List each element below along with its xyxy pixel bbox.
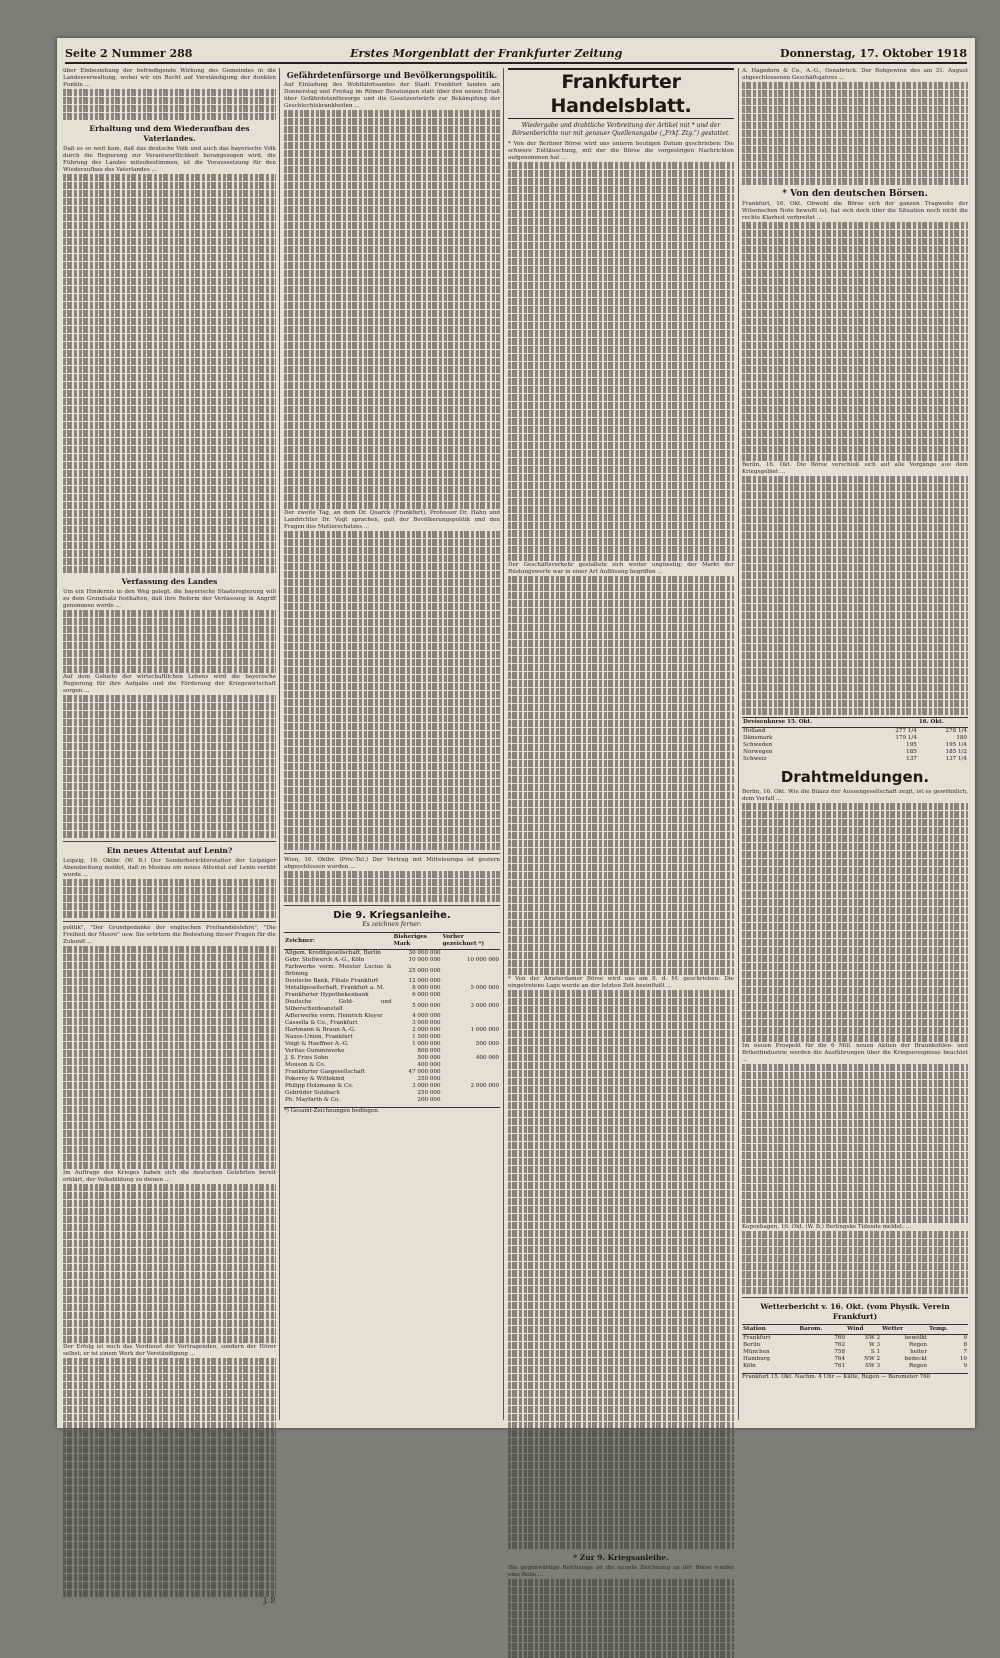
table-cell: 8 xyxy=(963,1342,967,1348)
table-cell xyxy=(442,1069,500,1076)
article-paragraph: Berlin, 16. Okt. Wie die Bilanz der Aussengesellschaft zeigt, ist es gewöhnlich, dem Verfall ... xyxy=(742,789,968,802)
article-paragraph: Wien, 16. Oktbr. (Priv.-Tel.) Der Vertrag mit Mitteleuropa ist gestern abgeschlossen worden ... xyxy=(284,857,500,870)
table-cell: 400 000 xyxy=(475,1055,499,1061)
weather-table xyxy=(742,1324,968,1370)
column-1 xyxy=(63,68,276,1605)
article-heading: Gefährdetenfürsorge und Bevölkerungspolitik. xyxy=(286,70,498,80)
table-cell: 1 000 000 xyxy=(412,1041,441,1047)
table-cell: 2 000 000 xyxy=(470,1083,499,1089)
table-row xyxy=(742,1363,968,1370)
table-cell: 137 1/4 xyxy=(945,756,967,762)
text-block xyxy=(508,1579,734,1658)
table-cell: Adlerwerke vorm. Heinrich Kleyer xyxy=(285,1013,383,1019)
table-cell: Hartmann & Braun A.-G. xyxy=(285,1027,356,1033)
table-row xyxy=(284,1090,500,1097)
table-cell: 758 xyxy=(834,1349,846,1355)
exchange-rate-table xyxy=(742,717,968,763)
table-cell: Frankfurt xyxy=(743,1335,771,1341)
article-paragraph: Frankfurt, 16. Okt. Obwohl die Börse sich der ganzen Tragweite der Wilsonschen Note bewußt ist, hat sich doch über die Situation noch nicht die rechte Klarheit verbreitet ... xyxy=(742,201,968,221)
text-block xyxy=(742,222,968,461)
table-row xyxy=(284,992,500,999)
text-block xyxy=(284,531,500,850)
table-cell xyxy=(442,1076,500,1083)
table-cell: 6 000 000 xyxy=(412,992,441,998)
table-row xyxy=(742,756,968,763)
table-header: Bisheriges Mark xyxy=(393,933,442,950)
table-cell xyxy=(442,1034,500,1041)
section-subtitle: Wiedergabe und drahtliche Verbreitung der Artikel mit * und der Börsenberichte nur mit genauer Quellenangabe („Frkf. Ztg.") gestattet. xyxy=(511,122,731,137)
table-cell xyxy=(442,978,500,985)
table-cell: Berlin xyxy=(743,1342,761,1348)
table-cell xyxy=(442,950,500,958)
table-cell: 5 000 000 xyxy=(412,1002,441,1009)
table-cell: bedeckt xyxy=(904,1356,928,1362)
table-cell: 9 xyxy=(963,1363,967,1369)
table-row xyxy=(284,1020,500,1027)
table-header: 16. Okt. xyxy=(918,718,968,728)
masthead xyxy=(65,44,967,64)
table-cell: Naxos-Union, Frankfurt xyxy=(285,1034,353,1040)
article-heading: * Zur 9. Kriegsanleihe. xyxy=(573,1553,669,1562)
text-block xyxy=(742,82,968,185)
article-paragraph: Auf Einladung des Wohlfahrtsamtes der Stadt Frankfurt fanden am Donnerstag und Freitag im Römer Beratungen statt über den neuen Erlaß über Gefährdetenfürsorge und die Gesetzentwürfe zur Bekämpfung der Geschlechtskrankheiten ... xyxy=(284,82,500,109)
table-cell: 4 000 000 xyxy=(412,1013,441,1019)
table-cell: 25 000 000 xyxy=(408,967,441,974)
text-block xyxy=(742,476,968,715)
table-cell xyxy=(442,1048,500,1055)
table-row xyxy=(284,1055,500,1062)
table-cell: 1 500 000 xyxy=(412,1034,441,1040)
text-block xyxy=(508,162,734,561)
table-cell: Mouson & Co. xyxy=(285,1062,326,1068)
table-cell: Gebr. Stollwerck A.-G., Köln xyxy=(285,957,365,963)
table-cell: 195 1/4 xyxy=(945,742,967,748)
table-header: Vorher gezeichnet *) xyxy=(442,933,500,950)
column-rule xyxy=(738,68,739,1420)
author-signature: J. P. xyxy=(263,1597,276,1605)
table-cell: bewölkt xyxy=(904,1335,928,1341)
newspaper-page xyxy=(57,38,975,1605)
article-heading: Erhaltung und dem Wiederaufbau des Vaterlandes. xyxy=(89,124,250,143)
table-cell: Dänemark xyxy=(743,735,773,741)
table-row xyxy=(284,957,500,964)
table-cell: 195 xyxy=(906,742,917,748)
table-row xyxy=(742,735,968,742)
article-paragraph: Daß es so weit kam, daß das deutsche Volk und auch das bayerische Volk durch die Regierung zur Verantwortlichkeit herangezogen wird, die Führung des Landes mitzubestimmen, ist die Voraussetzung für den Wiederaufbau des Vaterlandes ... xyxy=(63,146,276,173)
table-cell xyxy=(442,1020,500,1027)
table-cell: 2 000 000 xyxy=(412,1027,441,1033)
table-cell: 10 xyxy=(959,1356,967,1362)
table-cell: Regen xyxy=(909,1342,928,1348)
table-cell: Deutsche Gold- und Silberscheideanstalt xyxy=(285,999,392,1012)
issue-date: Donnerstag, 17. Oktober 1918 xyxy=(780,46,967,60)
page-number: Seite 2 Nummer 288 xyxy=(65,46,193,60)
table-cell: 9 xyxy=(963,1335,967,1341)
table-cell: Cassella & Co., Frankfurt xyxy=(285,1020,358,1026)
table-row xyxy=(742,1349,968,1356)
table-cell: 185 1/2 xyxy=(945,749,967,755)
table-cell: 3 000 000 xyxy=(470,1002,499,1009)
table-row xyxy=(284,1076,500,1083)
article-paragraph: * Von der Amsterdamer Börse wird uns am 8. d. M. geschrieben: Die eingetretene Lage wurde an der letzten Zeit beeinflußt ... xyxy=(508,976,734,989)
table-cell xyxy=(442,1062,500,1069)
table-row xyxy=(284,978,500,985)
article-heading: Verfassung des Landes xyxy=(121,577,218,586)
table-row xyxy=(284,1097,500,1104)
table-cell: 764 xyxy=(834,1356,846,1362)
column-2 xyxy=(284,68,500,1420)
column-rule xyxy=(503,68,504,1420)
table-cell: 278 1/4 xyxy=(945,728,967,734)
article-paragraph: Der Geschäftsverkehr gestaltete sich weiter ungünstig; der Markt der Rüstungswerte war in einer Art Auflösung begriffen ... xyxy=(508,562,734,575)
table-cell: 30 000 000 xyxy=(408,950,441,956)
table-cell: Allgem. Kreditgesellschaft, Berlin xyxy=(285,950,381,956)
article-paragraph: * Von der Berliner Börse wird uns unterm heutigen Datum geschrieben: Die schwere Enttäuschung, mit der die Börse die vorgestrigen Nachrichten aufgenommen hat ... xyxy=(508,141,734,161)
war-loan-subtitle: Es zeichnen ferner: xyxy=(362,921,422,928)
table-cell: Norwegen xyxy=(743,749,773,755)
table-header: Devisenkurse 15. Okt. xyxy=(742,718,874,728)
article-paragraph: Die gegenwärtige Reichslage ist die neunte Zeichnung an der Börse wieder eine Rolle ... xyxy=(508,1565,734,1578)
table-cell: 47 000 000 xyxy=(408,1069,441,1075)
table-cell: J. S. Fries Sohn xyxy=(285,1055,329,1061)
table-header: Barom. xyxy=(798,1325,846,1335)
article-paragraph: Berlin, 16. Okt. Die Börse verschloß sich auf alle Vorgänge aus dem Kriegsgebiet ... xyxy=(742,462,968,475)
table-cell: SW 2 xyxy=(865,1335,881,1341)
article-paragraph: Um ein Hindernis in den Weg gelegt, die bayerische Staatsregierung will zu dem Grundsatz festhalten, daß ihre Reform der Verfassung in Angriff genommen werde ... xyxy=(63,589,276,609)
weather-footer: Frankfurt 15. Okt. Nachm. 4 Uhr — Kälte, Regen — Barometer 760 xyxy=(742,1373,968,1381)
text-block xyxy=(63,695,276,838)
table-row xyxy=(284,985,500,992)
table-cell xyxy=(442,1097,500,1104)
table-cell: 3 000 000 xyxy=(412,1020,441,1026)
article-paragraph: A. Hagedorn & Co., A.-G., Osnabrück. Der Rohgewinn des am 31. August abgeschlossenen Geschäftsjahres ... xyxy=(742,68,968,81)
text-block xyxy=(508,990,734,1549)
table-cell: Köln xyxy=(743,1363,756,1369)
table-cell: W 3 xyxy=(868,1342,881,1348)
table-header: Wetter xyxy=(881,1325,928,1335)
table-cell: Farbwerke vorm. Meister Lucius & Brüning xyxy=(285,964,392,977)
newspaper-title: Erstes Morgenblatt der Frankfurter Zeitung xyxy=(350,46,623,60)
table-header: Station xyxy=(742,1325,798,1335)
text-block xyxy=(284,110,500,509)
table-cell: Frankfurter Gasgesellschaft xyxy=(285,1069,365,1075)
table-cell: 350 000 xyxy=(417,1076,441,1082)
text-block xyxy=(284,871,500,902)
column-4 xyxy=(742,68,968,1420)
text-block xyxy=(63,1358,276,1597)
text-block xyxy=(742,1231,968,1294)
table-cell: 400 000 xyxy=(417,1062,441,1068)
article-paragraph: Der Erfolg ist noch das Verdienst der Vortragenden, sondern der Hörer selbst; er ist einem Werk der Verständigung ... xyxy=(63,1344,276,1357)
table-footnote: *) Gesamt-Zeichnungen bedingen. xyxy=(284,1107,500,1115)
article-heading: * Von den deutschen Börsen. xyxy=(782,189,928,199)
table-cell: Deutsche Bank, Filiale Frankfurt xyxy=(285,978,379,984)
table-cell: Hamburg xyxy=(743,1356,770,1362)
table-cell: 8 000 000 xyxy=(412,985,441,991)
article-heading: Ein neues Attentat auf Lenin? xyxy=(106,846,233,855)
table-row xyxy=(742,1342,968,1349)
table-cell: Schweden xyxy=(743,742,773,748)
table-cell: Regen xyxy=(909,1363,928,1369)
table-cell: 800 000 xyxy=(417,1048,441,1054)
table-row xyxy=(742,742,968,749)
table-cell: 250 000 xyxy=(417,1090,441,1096)
table-row xyxy=(284,950,500,958)
text-block xyxy=(742,803,968,1042)
table-row xyxy=(284,964,500,978)
table-header: Zeichner: xyxy=(284,933,393,950)
column-3 xyxy=(508,68,734,1578)
table-row xyxy=(284,1034,500,1041)
table-header: Wind xyxy=(846,1325,881,1335)
table-cell: Pokorny & Wittekind xyxy=(285,1076,345,1082)
article-paragraph: über Einbeziehung der befriedigende Wirkung des Gemeindes in die Landesverwaltung, wobei wir ein Recht auf Verständigung der dunklen Punkte ... xyxy=(63,68,276,88)
table-cell: 200 000 xyxy=(417,1097,441,1103)
table-cell: Veritas Gummiwerke xyxy=(285,1048,345,1054)
table-cell: 7 xyxy=(963,1349,967,1355)
table-cell: Gebrüder Sulzbach xyxy=(285,1090,340,1096)
article-paragraph: Im Auftrage des Krieges haben sich die deutschen Gelehrten bereit erklärt, der Volksbildung zu dienen ... xyxy=(63,1170,276,1183)
text-block xyxy=(63,1184,276,1343)
table-cell: 500 000 xyxy=(475,1041,499,1047)
table-cell: 277 1/4 xyxy=(895,728,917,734)
table-cell: 10 000 000 xyxy=(466,957,499,963)
table-cell: Metallgesellschaft, Frankfurt a. M. xyxy=(285,985,385,991)
table-cell: Holland xyxy=(743,728,766,734)
table-row xyxy=(284,1027,500,1034)
column-rule xyxy=(279,68,280,1420)
text-block xyxy=(742,1064,968,1223)
war-loan-title: Die 9. Kriegsanleihe. xyxy=(333,910,451,921)
table-cell: 179 1/4 xyxy=(895,735,917,741)
table-cell xyxy=(442,964,500,978)
text-block xyxy=(508,576,734,975)
table-cell: 12 000 000 xyxy=(408,978,441,984)
table-row xyxy=(284,1083,500,1090)
table-row xyxy=(284,1069,500,1076)
table-cell: 185 xyxy=(906,749,917,755)
table-cell: 760 xyxy=(834,1335,846,1341)
table-cell: 1 000 000 xyxy=(470,1027,499,1033)
table-row xyxy=(284,1048,500,1055)
table-cell: NW 2 xyxy=(864,1356,881,1362)
table-cell: 10 000 000 xyxy=(408,957,441,963)
table-row xyxy=(742,749,968,756)
section-title: Drahtmeldungen. xyxy=(780,768,930,786)
table-cell: München xyxy=(743,1349,770,1355)
table-row xyxy=(742,728,968,736)
table-cell: 500 000 xyxy=(417,1055,441,1061)
section-title: Frankfurter Handelsblatt. xyxy=(508,68,734,119)
table-cell: 137 xyxy=(906,756,917,762)
article-paragraph: Auf dem Gebiete der wirtschaftlichen Lebens wird die bayerische Regierung für ihre Aufgabe und die Förderung der Kriegswirtschaft sorgen ... xyxy=(63,674,276,694)
table-cell xyxy=(442,992,500,999)
table-row xyxy=(742,1335,968,1343)
table-row xyxy=(284,1013,500,1020)
table-cell: Schweiz xyxy=(743,756,767,762)
table-cell: Philipp Holzmann & Co. xyxy=(285,1083,354,1089)
article-paragraph: Im neuen Prospekt für die 6 Mill. neuen Aktien der Braunkohlen- und Brikettindustrie werden die Ausführungen über die Kriegsereignisse beachtet ... xyxy=(742,1043,968,1063)
article-heading: Wetterbericht v. 16. Okt. (vom Physik. Verein Frankfurt) xyxy=(760,1302,950,1321)
table-cell: SW 3 xyxy=(865,1363,881,1369)
table-row xyxy=(742,1356,968,1363)
article-paragraph: politik", "Der Grundgedanke der englischen Freihandelslehre", "Die Freiheit der Meere" usw. Sie erörtern die Bedeutung dieser Fragen für die Zukunft ... xyxy=(63,925,276,945)
table-cell xyxy=(442,1013,500,1020)
table-header: Temp. xyxy=(928,1325,968,1335)
subscriber-table xyxy=(284,932,500,1104)
article-paragraph: Kopenhagen, 16. Okt. (W. B.) Berlingske Tidende meldet: ... xyxy=(742,1224,912,1230)
text-block xyxy=(63,879,276,918)
table-cell: heiter xyxy=(910,1349,928,1355)
text-block xyxy=(63,610,276,673)
table-cell xyxy=(442,1090,500,1097)
table-cell: Voigt & Haeffner A.-G. xyxy=(285,1041,349,1047)
table-cell: S 1 xyxy=(870,1349,881,1355)
table-cell: 5 000 000 xyxy=(470,985,499,991)
table-cell: 180 xyxy=(956,735,967,741)
table-row xyxy=(284,999,500,1013)
table-cell: Frankfurter Hypothekenbank xyxy=(285,992,369,998)
text-block xyxy=(63,946,276,1169)
table-row xyxy=(284,1041,500,1048)
table-cell: 761 xyxy=(834,1363,846,1369)
table-cell: 3 000 000 xyxy=(412,1083,441,1089)
article-paragraph: Der zweite Tag, an dem Dr. Quarck (Frankfurt), Professor Dr. Hahn und Landrichter Dr. Vogt sprachen, galt der Bevölkerungspolitik und den Fragen des Mutterschutzes ... xyxy=(284,510,500,530)
table-cell: Ph. Mayfarth & Co. xyxy=(285,1097,340,1103)
article-paragraph: Leipzig, 16. Oktbr. (W. B.) Der Sonderberichterstatter der Leipziger Abendzeitung meldet, daß in Moskau ein neues Attentat auf Lenin verübt wurde ... xyxy=(63,858,276,878)
text-block xyxy=(63,174,276,573)
table-row xyxy=(284,1062,500,1069)
table-cell: 762 xyxy=(834,1342,846,1348)
